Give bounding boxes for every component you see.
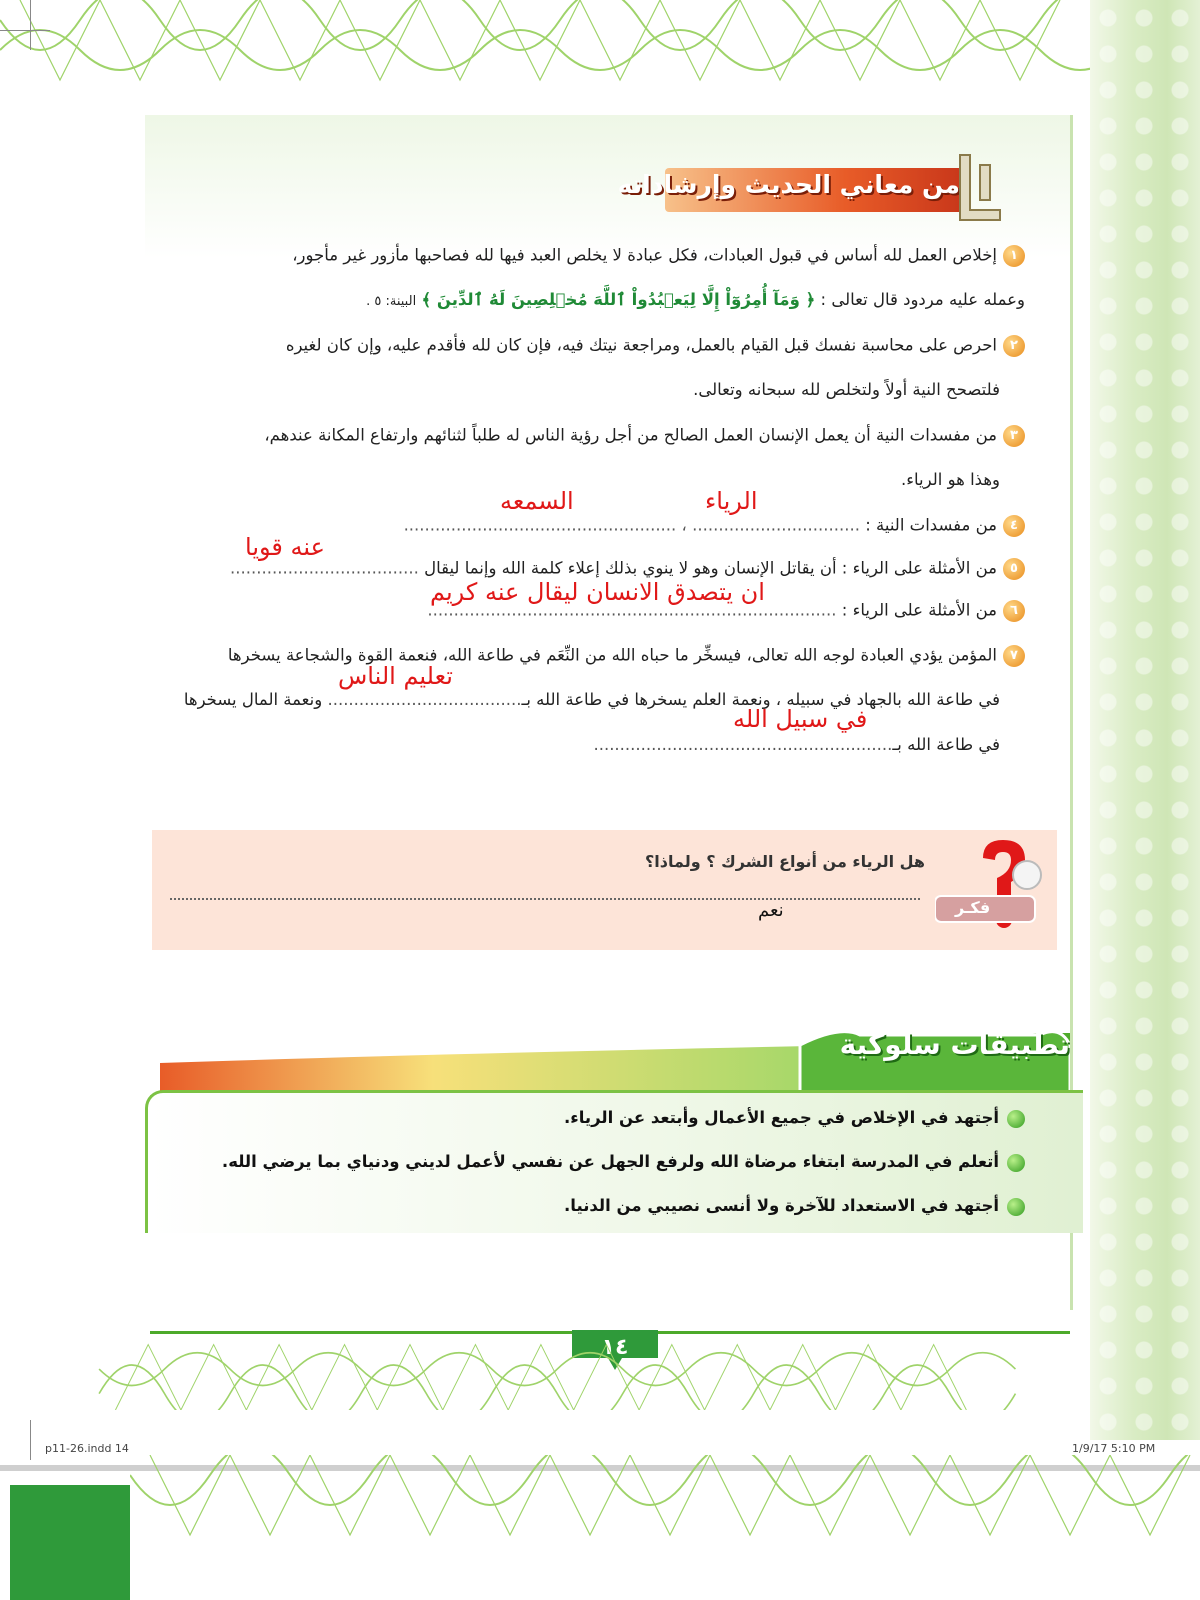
list-item-7-line2 — [140, 690, 1000, 709]
handwritten-answer: الرياء — [705, 487, 758, 515]
quran-verse: ﴿ وَمَآ أُمِرُوٓاْ إِلَّا لِيَعۡبُدُواْ ٱللَّهَ مُخۡلِصِينَ لَهُ ٱلدِّينَ ﴾ — [421, 290, 816, 309]
green-bullet-icon — [1007, 1110, 1025, 1128]
list-item-7 — [165, 645, 1025, 667]
list-item-2 — [165, 335, 1025, 357]
item-7-line2b: ونعمة المال يسخرها — [183, 690, 323, 709]
item-number-badge: ٦ — [1003, 600, 1025, 622]
print-slug-date: 1/9/17 5:10 PM — [1072, 1442, 1156, 1455]
answer-blank[interactable]: ..................................... — [327, 690, 522, 709]
list-item-2-line2 — [140, 380, 1000, 399]
section-title-banner — [617, 150, 1005, 230]
bottom-ornament-border — [0, 1320, 1090, 1410]
applications-title: تطبيقات سلوكية — [839, 1028, 1070, 1061]
list-item-7-line3 — [140, 735, 1000, 754]
crop-mark — [30, 1420, 31, 1460]
item-number-badge: ٧ — [1003, 645, 1025, 667]
item-2-line2: فلتصحح النية أولاً ولتخلص لله سبحانه وتعالى. — [693, 380, 1000, 399]
handwritten-answer: السمعه — [500, 487, 574, 515]
side-decorative-strip — [1090, 0, 1200, 1440]
item-1-prefix: وعمله عليه مردود قال تعالى : — [820, 290, 1025, 309]
list-item-1 — [165, 245, 1025, 267]
calligraphy-ornament-icon — [955, 150, 1005, 230]
list-item-1-line2 — [165, 290, 1025, 309]
next-page-green-block — [10, 1485, 130, 1600]
item-number-badge: ٣ — [1003, 425, 1025, 447]
crop-mark — [0, 30, 50, 31]
think-answer-line[interactable] — [170, 898, 920, 900]
item-7-line1: المؤمن يؤدي العبادة لوجه الله تعالى، فيسخِّر ما حباه الله من النِّعَم في طاعة الله، فنعمة القوة والشجاعة يسخرها — [227, 645, 997, 665]
application-text: أتعلم في المدرسة ابتغاء مرضاة الله ولرفع الجهل عن نفسي لأعمل لديني ودنياي بما يرضي الله. — [221, 1152, 999, 1171]
think-label: فكـر — [955, 898, 991, 917]
item-number-badge: ٥ — [1003, 558, 1025, 580]
item-1-line1: إخلاص العمل لله أساس في قبول العبادات، فكل عبادة لا يخلص العبد فيها لله فصاحبها مأزور غير مأجور، — [292, 245, 997, 265]
handwritten-answer: في سبيل الله — [733, 705, 868, 733]
think-box — [152, 830, 1057, 950]
answer-blank[interactable]: ......................................................... — [593, 735, 893, 754]
section-title: من معاني الحديث وإرشاداته — [617, 170, 960, 199]
list-item-5 — [165, 558, 1025, 580]
crop-mark — [30, 0, 31, 50]
handwritten-answer: عنه قويا — [245, 533, 325, 561]
application-text: أجتهد في الاستعداد للآخرة ولا أنسى نصيبي من الدنيا. — [564, 1196, 999, 1215]
green-bullet-icon — [1007, 1198, 1025, 1216]
item-number-badge: ٢ — [1003, 335, 1025, 357]
item-7-line2a: في طاعة الله بالجهاد في سبيله ، ونعمة العلم يسخرها في طاعة الله بـ — [521, 690, 1000, 709]
item-3-line2: وهذا هو الرياء. — [901, 470, 1000, 489]
print-slug-file: p11-26.indd 14 — [45, 1442, 129, 1455]
item-3-line1: من مفسدات النية أن يعمل الإنسان العمل الصالح من أجل رؤية الناس له طلباً لثنائهم وارتفاع المكانة عندهم، — [264, 425, 997, 445]
application-item — [222, 1152, 1025, 1172]
think-badge — [935, 840, 1055, 940]
item-5-text: من الأمثلة على الرياء : أن يقاتل الإنسان وهو لا ينوي بذلك إعلاء كلمة الله وإنما ليقال — [424, 558, 997, 578]
top-ornament-border — [0, 0, 1090, 90]
application-text: أجتهد في الإخلاص في جميع الأعمال وأبتعد عن الرياء. — [564, 1108, 999, 1127]
item-number-badge: ٤ — [1003, 515, 1025, 537]
item-number-badge: ١ — [1003, 245, 1025, 267]
item-6-text: من الأمثلة على الرياء : — [841, 600, 997, 620]
think-question: هل الرياء من أنواع الشرك ؟ ولماذا؟ — [644, 852, 925, 871]
item-2-line1: احرص على محاسبة نفسك قبل القيام بالعمل، ومراجعة نيتك فيه، فإن كان لله فأقدم عليه، وإن كان لغيره — [285, 335, 997, 355]
handwritten-answer: ان يتصدق الانسان ليقال عنه كريم — [430, 578, 765, 606]
think-handwritten-answer: نعم — [758, 900, 784, 921]
next-page-ornament — [130, 1455, 1200, 1545]
page-number: ١٤ — [601, 1335, 629, 1360]
lightbulb-question-icon — [935, 840, 1055, 940]
green-bullet-icon — [1007, 1154, 1025, 1172]
answer-blank[interactable]: .................................... — [230, 558, 419, 578]
item-7-line3: في طاعة الله بـ — [892, 735, 1000, 754]
answer-blank[interactable]: ................................ ، .................................................... — [403, 515, 860, 535]
application-item — [564, 1108, 1025, 1128]
verse-reference: البينة: ٥ . — [366, 294, 417, 309]
item-4-text: من مفسدات النية : — [865, 515, 997, 535]
application-item — [564, 1196, 1025, 1216]
list-item-3 — [165, 425, 1025, 447]
handwritten-answer: تعليم الناس — [338, 662, 453, 690]
answer-blank[interactable]: .............................................................................. — [427, 600, 837, 620]
